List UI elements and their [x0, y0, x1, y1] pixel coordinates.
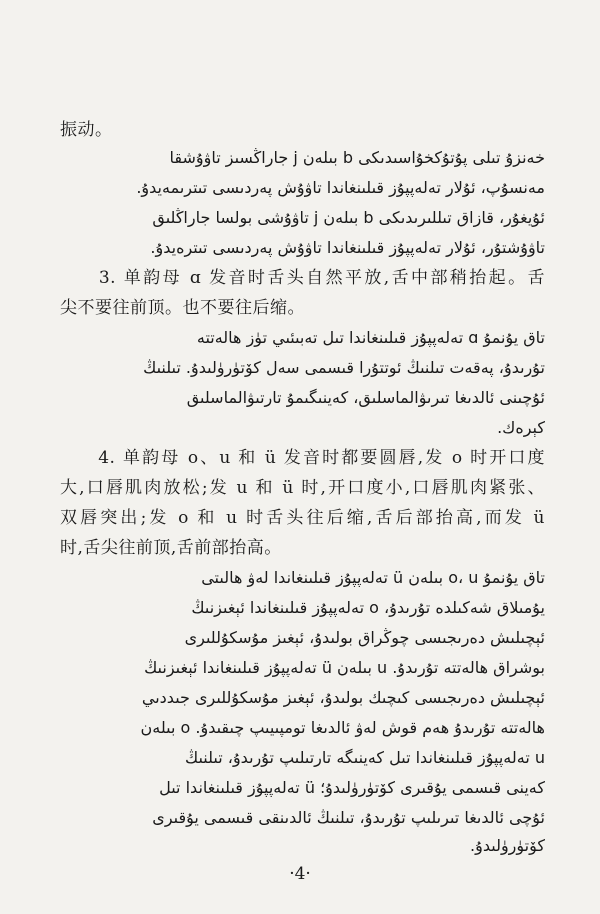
page-number: ·4·	[289, 864, 311, 884]
text-line: كەينى قىسمى يۇقىرى كۆتۈرۈلىدۇ؛ ü تەلەپپۇز قىلىنغاندا تىل	[159, 778, 545, 797]
text-line: تاق يۇنمۇ o، u بىلەن ü تەلەپپۇز قىلىنغاندا لەۋ ھالىتى	[201, 568, 545, 587]
text-line: كېرەك.	[497, 418, 545, 437]
text-line: ئۇچىنى ئالدىغا تىرىۋالماسلىق، كەينىگىمۇ تارتىۋالماسلىق	[186, 388, 545, 407]
text-line: 振动。	[60, 120, 113, 140]
text-line: 大,口唇肌肉放松;发 u 和 ü 时,开口度小,口唇肌肉紧张、	[60, 478, 545, 498]
text-line: تاق يۇنمۇ ɑ تەلەپپۇز قىلىنغاندا تىل تەبىئىي تۈز ھالەتتە	[196, 328, 545, 347]
text-line: مەنسۇپ، ئۇلار تەلەپپۇز قىلىنغاندا تاۋۇش پەردىسى تىترىمەيدۇ.	[136, 178, 545, 197]
text-line: ئۇچى ئالدىغا تىرىلىپ تۇرىدۇ، تىلنىڭ ئالدىنقى قىسمى يۇقىرى	[152, 808, 545, 827]
text-line: بوشراق ھالەتتە تۇرىدۇ. u بىلەن ü تەلەپپۇز قىلىنغاندا ئېغىزنىڭ	[144, 658, 545, 677]
text-line: تۇرىدۇ، پەقەت تىلنىڭ ئوتتۇرا قىسمى سەل كۆتۈرۈلىدۇ. تىلنىڭ	[143, 358, 545, 377]
text-line: خەنزۇ تىلى پۇتۇكخۇاسىدىكى b بىلەن j جاراڭسىز تاۋۇشقا	[169, 148, 545, 167]
text-line: تاۋۇشتۇر، ئۇلار تەلەپپۇز قىلىنغاندا تاۋۇش پەردىسى تىترەيدۇ.	[150, 238, 545, 257]
text-line: u تەلەپپۇز قىلىنغاندا تىل كەينىگە تارتىلىپ تۇرىدۇ، تىلنىڭ	[184, 748, 545, 767]
text-line: يۇمىلاق شەكىلدە تۇرىدۇ، o تەلەپپۇز قىلىنغاندا ئېغىزنىڭ	[191, 598, 545, 617]
text-line: ھالەتتە تۇرىدۇ ھەم قوش لەۋ ئالدىغا تومپىيىپ چىقىدۇ. o بىلەن	[140, 718, 545, 737]
text-line: 双唇突出;发 o 和 u 时舌头往后缩,舌后部抬高,而发 ü	[60, 508, 545, 528]
text-line: ئېچىلىش دەرىجىسى چوڭراق بولىدۇ، ئېغىز مۇسكۇللىرى	[184, 628, 545, 647]
text-line: 4. 单韵母 o、u 和 ü 发音时都要圆唇,发 o 时开口度	[60, 448, 545, 468]
text-line: ئېچىلىش دەرىجىسى كىچىك بولىدۇ، ئېغىز مۇسكۇللىرى جىددىي	[141, 688, 545, 707]
text-line: كۆتۈرۈلىدۇ.	[470, 836, 545, 855]
text-line: ئۇيغۇر، قازاق تىللىرىدىكى b بىلەن j تاۋۇشى بولسا جاراڭلىق	[152, 208, 545, 227]
text-line: 3. 单韵母 ɑ 发音时舌头自然平放,舌中部稍抬起。舌	[60, 268, 545, 288]
text-line: 尖不要往前顶。也不要往后缩。	[60, 298, 305, 318]
text-line: 时,舌尖往前顶,舌前部抬高。	[60, 538, 282, 558]
